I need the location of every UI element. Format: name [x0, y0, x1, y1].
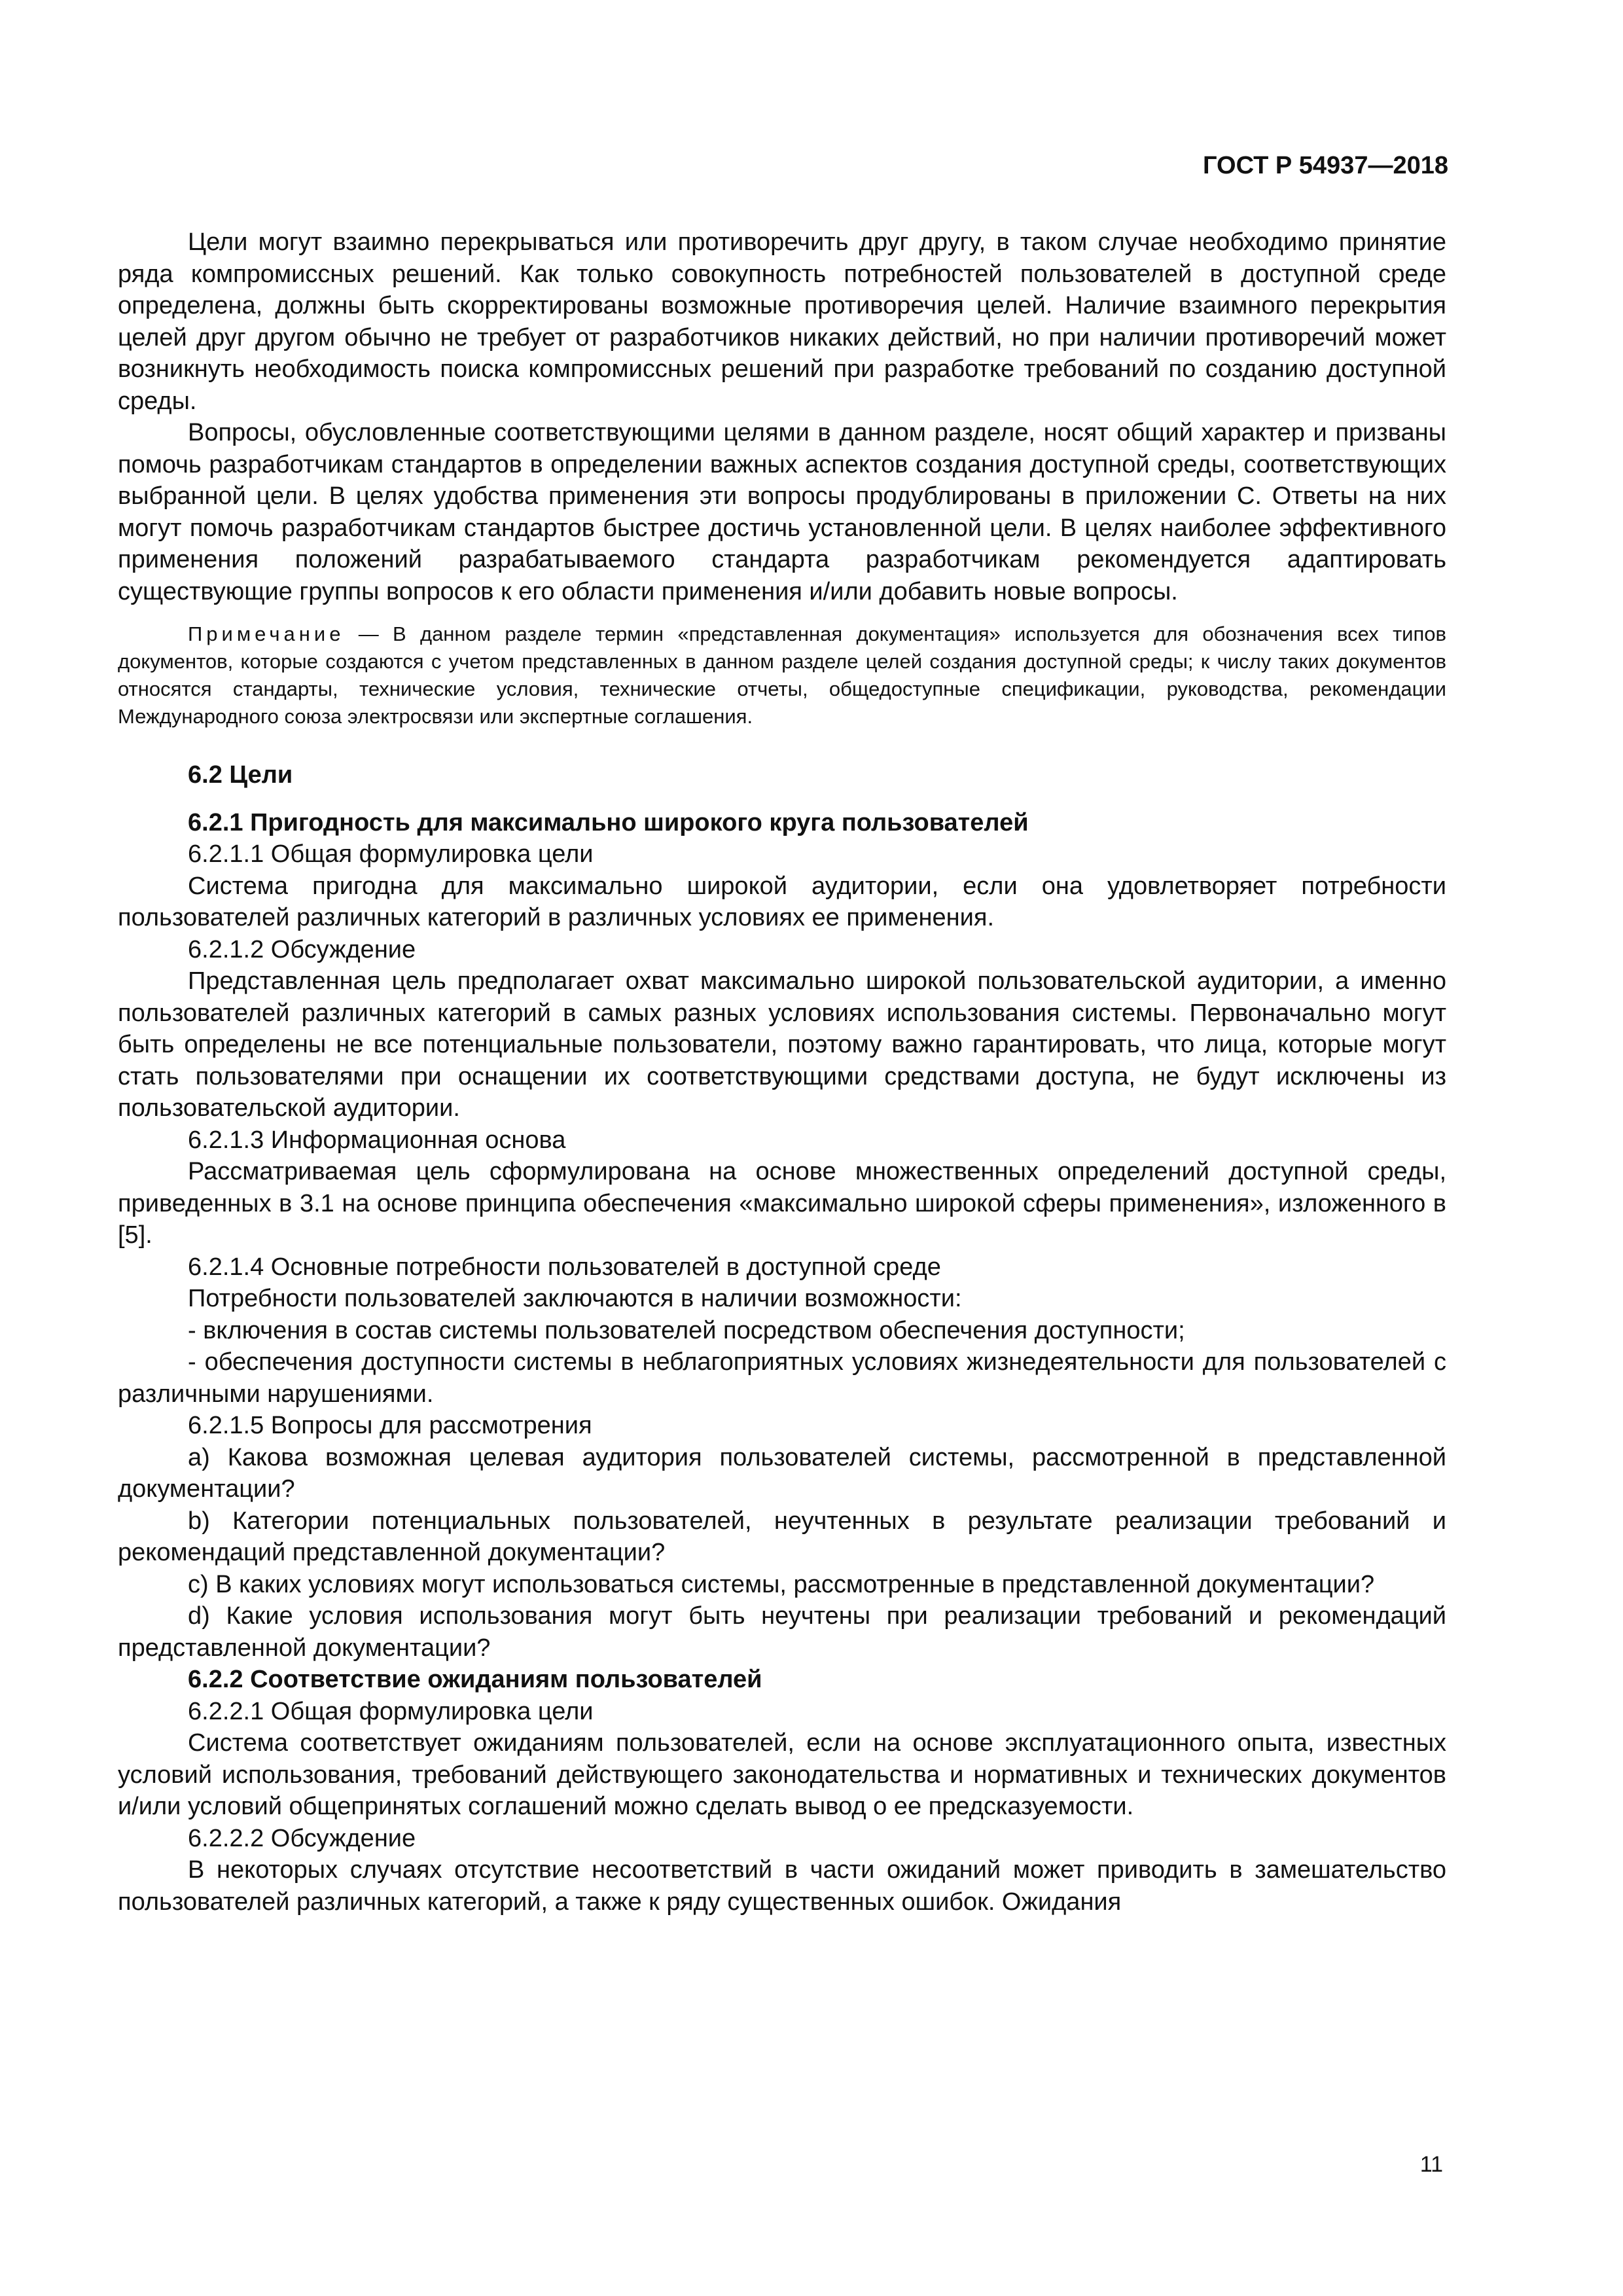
list-item: - обеспечения доступности системы в неблагоприятных условиях жизнедеятельности для пользователей с различными нарушениями.: [118, 1348, 1446, 1408]
subsection-heading: 6.2.1 Пригодность для максимально широкого круга пользователей: [188, 808, 1029, 836]
note-text: — В данном разделе термин «представленная документация» используется для обозначения всех типов документов, которые создаются с учетом представленных в данном разделе целей создания доступной среды; к числу таких документов относятся стандарты, технические условия, технические отчеты, общедоступные спецификации, руководства, рекомендации Международного союза электросвязи или экспертные соглашения.: [118, 622, 1446, 728]
paragraph: В некоторых случаях отсутствие несоответствий в части ожиданий может приводить в замешательство пользователей различных категорий, а также к ряду существенных ошибок. Ожидания: [118, 1856, 1446, 1916]
paragraph: Система пригодна для максимально широкой аудитории, если она удовлетворяет потребности пользователей различных категорий в различных условиях ее применения.: [118, 872, 1446, 931]
question-item: b) Категории потенциальных пользователей, неучтенных в результате реализации требований и рекомендаций представленной документации?: [118, 1507, 1446, 1566]
subsection-heading: 6.2.2 Соответствие ожиданиям пользователей: [188, 1666, 762, 1693]
paragraph: Представленная цель предполагает охват максимально широкой пользовательской аудитории, а именно пользователей различных категорий в самых разных условиях использования системы. Первоначально могут быть определены не все потенциальные пользователи, поэтому важно гарантировать, что лица, которые могут стать пользователями при оснащении их соответствующими средствами доступа, не будут исключены из пользовательской аудитории.: [118, 967, 1446, 1122]
page-number: 11: [1419, 2152, 1443, 2177]
clause-heading: 6.2.1.2 Обсуждение: [188, 935, 416, 963]
document-body: [118, 226, 1446, 1918]
paragraph: Цели могут взаимно перекрываться или противоречить друг другу, в таком случае необходимо принятие ряда компромиссных решений. Как только совокупность потребностей пользователей в доступной среде определена, должны быть скорректированы возможные противоречия целей. Наличие взаимного перекрытия целей друг другом обычно не требует от разработчиков никаких действий, но при наличии противоречий может возникнуть необходимость поиска компромиссных решений при разработке требований по созданию доступной среды.: [118, 228, 1446, 415]
clause-heading: 6.2.1.4 Основные потребности пользователей в доступной среде: [188, 1253, 941, 1281]
question-item: с) В каких условиях могут использоваться системы, рассмотренные в представленной документации?: [188, 1570, 1375, 1598]
note-label: Примечание: [188, 622, 345, 645]
clause-heading: 6.2.1.3 Информационная основа: [188, 1126, 566, 1154]
clause-heading: 6.2.2.2 Обсуждение: [188, 1824, 416, 1852]
note: [118, 620, 1446, 730]
paragraph: Вопросы, обусловленные соответствующими целями в данном разделе, носят общий характер и призваны помочь разработчикам стандартов в определении важных аспектов создания доступной среды, соответствующих выбранной цели. В целях удобства применения эти вопросы продублированы в приложении С. Ответы на них могут помочь разработчикам стандартов быстрее достичь установленной цели. В целях наиболее эффективного применения положений разрабатываемого стандарта разработчикам рекомендуется адаптировать существующие группы вопросов к его области применения и/или добавить новые вопросы.: [118, 419, 1446, 605]
question-item: а) Какова возможная целевая аудитория пользователей системы, рассмотренной в представленной документации?: [118, 1443, 1446, 1503]
paragraph: Потребности пользователей заключаются в наличии возможности:: [188, 1285, 962, 1312]
document-code: ГОСТ Р 54937—2018: [1203, 152, 1448, 179]
clause-heading: 6.2.1.5 Вопросы для рассмотрения: [188, 1412, 592, 1439]
paragraph: Рассматриваемая цель сформулирована на основе множественных определений доступной среды, приведенных в 3.1 на основе принципа обеспечения «максимально широкой сферы применения», изложенного в [5].: [118, 1158, 1446, 1249]
list-item: - включения в состав системы пользователей посредством обеспечения доступности;: [188, 1316, 1185, 1344]
paragraph: Система соответствует ожиданиям пользователей, если на основе эксплуатационного опыта, известных условий использования, требований действующего законодательства и нормативных и технических документов и/или условий общепринятых соглашений можно сделать вывод о ее предсказуемости.: [118, 1729, 1446, 1820]
clause-heading: 6.2.2.1 Общая формулировка цели: [188, 1697, 594, 1725]
question-item: d) Какие условия использования могут быть неучтены при реализации требований и рекомендаций представленной документации?: [118, 1602, 1446, 1662]
section-heading: 6.2 Цели: [188, 761, 293, 789]
clause-heading: 6.2.1.1 Общая формулировка цели: [188, 840, 594, 868]
